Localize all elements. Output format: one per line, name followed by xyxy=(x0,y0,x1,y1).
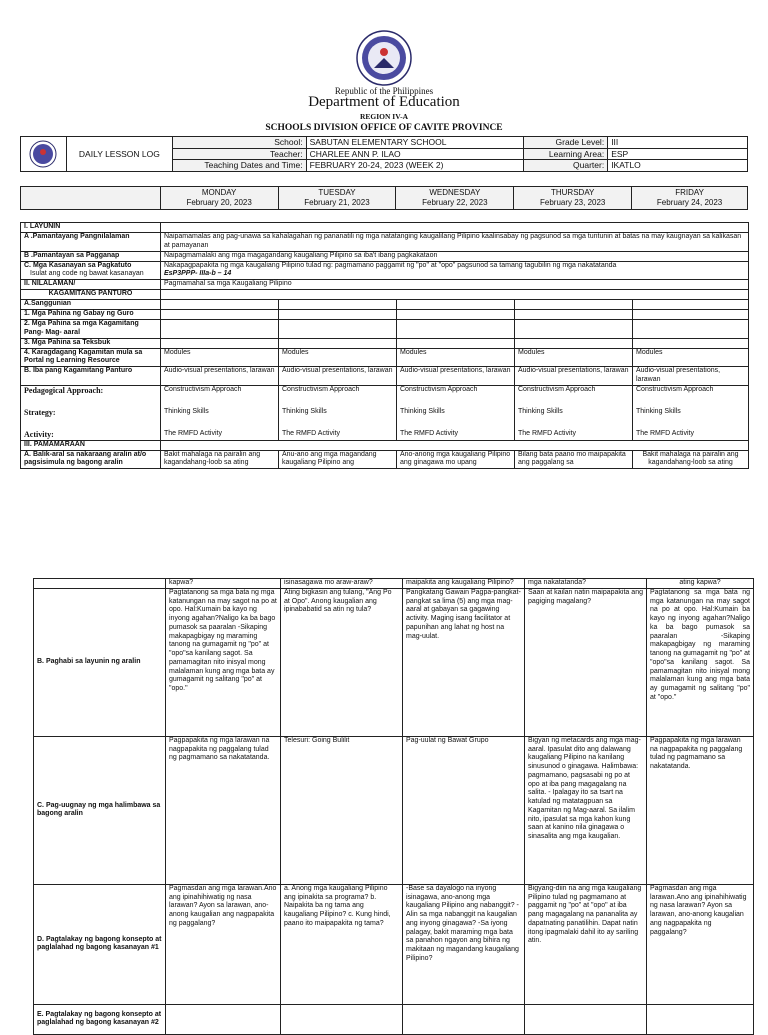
area-value: ESP xyxy=(608,148,748,160)
table-row xyxy=(21,440,749,450)
cell-value: Audio-visual presentations, larawan xyxy=(515,367,633,386)
table-row xyxy=(21,280,749,290)
cell-value: Pagpapakita ng mga larawan na nagpapakita ng paggalang tulad ng pagmamano sa nakatatanda. xyxy=(166,736,281,884)
cell-value: maipakita ang kaugaliang Pilipino? xyxy=(403,579,525,589)
empty-cell xyxy=(403,1004,525,1034)
lesson-table-page1 xyxy=(20,222,749,469)
strategy-value: Thinking Skills xyxy=(518,407,563,415)
republic-line: Republic of the Philippines xyxy=(334,86,434,96)
row-label: 2. Mga Pahina sa mga Kagamitang Pang- Mag- aaral xyxy=(21,320,161,339)
mini-seal xyxy=(21,137,67,172)
table-row xyxy=(34,579,754,589)
table-row xyxy=(21,261,749,280)
row-label: B .Pamantayan sa Pagganap xyxy=(21,251,161,261)
region-line: REGION IV-A xyxy=(360,112,408,121)
cell-value: Audio-visual presentations, larawan xyxy=(161,367,279,386)
empty-cell xyxy=(525,1004,647,1034)
empty-cell xyxy=(515,338,633,348)
row-label: A .Pamantayang Pangnilalaman xyxy=(21,233,161,252)
row-label: D. Pagtalakay ng bagong konsepto at paglalahad ng bagong kasanayan #1 xyxy=(34,884,166,1004)
approach-value: Constructivism Approach xyxy=(518,385,596,393)
daily-lesson-log-title: DAILY LESSON LOG xyxy=(66,137,172,172)
day-name: FRIDAY xyxy=(675,188,704,197)
activity-value: The RMFD Activity xyxy=(164,429,222,437)
activity-label: Activity: xyxy=(24,429,54,439)
quarter-label: Quarter: xyxy=(524,160,608,172)
cell-value: Modules xyxy=(633,348,749,367)
empty-cell xyxy=(161,320,279,339)
cell-value: Audio-visual presentations, larawan xyxy=(397,367,515,386)
empty-cell xyxy=(161,223,749,233)
day-name: WEDNESDAY xyxy=(429,188,481,197)
info-table xyxy=(20,136,748,172)
kasanayan-text: Nakapagpapakita ng mga kaugaliang Pilipino tulad ng: pagmamano paggamit ng "po" at "opo" pagsunod sa tamang tagubilin ng mga nakatatanda xyxy=(164,261,617,269)
empty-cell xyxy=(633,300,749,310)
deped-seal-icon xyxy=(356,30,412,86)
day-name: MONDAY xyxy=(201,188,237,197)
empty-cell xyxy=(279,310,397,320)
cell-value: -Base sa dayalogo na inyong isinagawa, ano-anong mga kaugaliang Pilipino ang nabanggit? -Alin sa mga nabanggit na kaugalian ang inyong ginagawa? -Sa iyong palagay, bakit maraming mga bata sa panahon ngayon ang bihira ng makitaan ng magandang kaugaliang Pilipino? xyxy=(403,884,525,1004)
empty-cell xyxy=(279,320,397,339)
approach-cell xyxy=(279,385,397,440)
day-date: February 23, 2023 xyxy=(540,198,606,207)
pamantayan-pagganap-text: Naipagmamalaki ang mga magagandang kaugaliang Pilipino sa iba't ibang pagkakataon xyxy=(161,251,749,261)
competency-code: EsP3PPP- IIIa-b – 14 xyxy=(164,270,232,278)
cell-value: Modules xyxy=(397,348,515,367)
row-label: A. Balik-aral sa nakaraang aralin at/o pagsisimula ng bagong aralin xyxy=(21,450,161,469)
row-label: E. Pagtalakay ng bagong konsepto at paglalahad ng bagong kasanayan #2 xyxy=(34,1004,166,1034)
cell-value: Pagtatanong sa mga bata ng mga katanungan na may sagot na po at opo. Hal:Kumain ba kayo ng inyong agahan?Naligo ka ba bago pumasok sa paaralan -Sikaping makapagbigay ng maraming tanong na gumagamit ng "po" at "opo"sa kanilang sagot. Sa pamamagitan nito inisyal mong malalaman kung ang mga bata ay gumagamit ng salitang "po" at "opo." xyxy=(166,588,281,736)
page-two xyxy=(0,548,768,1027)
empty-cell xyxy=(515,320,633,339)
table-row xyxy=(21,310,749,320)
day-name: TUESDAY xyxy=(318,188,356,197)
table-row xyxy=(21,251,749,261)
cell-value: Anu-ano ang mga magandang kaugaliang Pilipino ang xyxy=(279,450,397,469)
department-title: Department of Education xyxy=(308,94,460,110)
empty-cell xyxy=(633,310,749,320)
empty-cell xyxy=(397,320,515,339)
dates-value: FEBRUARY 20-24, 2023 (WEEK 2) xyxy=(306,160,524,172)
day-date: February 22, 2023 xyxy=(422,198,488,207)
day-friday xyxy=(632,187,748,210)
row-label-kasanayan xyxy=(21,261,161,280)
row-label: KAGAMITANG PANTURO xyxy=(21,290,161,300)
day-name: THURSDAY xyxy=(550,188,595,197)
empty-cell xyxy=(397,338,515,348)
approach-value: Constructivism Approach xyxy=(164,385,242,393)
cell-value: Telesuri: Going Bulilit xyxy=(281,736,403,884)
empty-cell xyxy=(281,1004,403,1034)
cell-value: Audio-visual presentations, larawan xyxy=(633,367,749,386)
empty-cell xyxy=(515,310,633,320)
approach-cell xyxy=(161,385,279,440)
table-row xyxy=(21,233,749,252)
cell-value: Pagpapakita ng mga larawan na nagpapakita ng paggalang tulad ng pagmamano sa nakatatanda. xyxy=(647,736,754,884)
cell-value: Pagtatanong sa mga bata ng mga katanungan na may sagot na po at opo. Hal:Kumain ba kayo ng inyong agahan?Naligo ka ba bago pumasok sa paaralan -Sikaping makapagbigay ng maraming tanong na gumagamit ng "po" at "opo"sa kanilang sagot. Sa pamamagitan nito inisyal mong malalaman kung ang mga bata ay gumagamit ng salitang "po" at "opo." xyxy=(647,588,754,736)
table-row xyxy=(21,385,749,440)
row-label: B. Paghabi sa layunin ng aralin xyxy=(34,588,166,736)
cell-value: Modules xyxy=(161,348,279,367)
school-value: SABUTAN ELEMENTARY SCHOOL xyxy=(306,137,524,149)
cell-value: Modules xyxy=(279,348,397,367)
cell-value: Modules xyxy=(515,348,633,367)
cell-value: Pagmasdan ang mga larawan.Ano ang ipinahihiwatig ng nasa larawan? Ayon sa larawan, ano-anong kaugalian ang nagpapakita ng paggalang? xyxy=(166,884,281,1004)
strategy-value: Thinking Skills xyxy=(164,407,209,415)
cell-value: Ano-anong mga kaugaliang Pilipino ang ginagawa mo upang xyxy=(397,450,515,469)
day-date: February 20, 2023 xyxy=(186,198,252,207)
empty-cell xyxy=(633,320,749,339)
empty-cell xyxy=(633,338,749,348)
activity-value: The RMFD Activity xyxy=(282,429,340,437)
table-row xyxy=(21,223,749,233)
cell-value: isinasagawa mo araw-araw? xyxy=(281,579,403,589)
section-layunin: I. LAYUNIN xyxy=(21,223,161,233)
table-row xyxy=(21,320,749,339)
approach-cell xyxy=(633,385,749,440)
cell-value: ating kapwa? xyxy=(647,579,754,589)
row-label: 4. Karagdagang Kagamitan mula sa Portal ng Learning Resource xyxy=(21,348,161,367)
table-row xyxy=(21,367,749,386)
table-row xyxy=(34,736,754,884)
empty-cell xyxy=(34,579,166,589)
approach-value: Constructivism Approach xyxy=(400,385,478,393)
cell-value: kapwa? xyxy=(166,579,281,589)
days-corner xyxy=(21,187,161,210)
empty-cell xyxy=(397,310,515,320)
empty-cell xyxy=(161,440,749,450)
table-row xyxy=(21,290,749,300)
teacher-label: Teacher: xyxy=(172,148,306,160)
strategy-value: Thinking Skills xyxy=(282,407,327,415)
empty-cell xyxy=(161,300,279,310)
row-label: C. Pag-uugnay ng mga halimbawa sa bagong aralin xyxy=(34,736,166,884)
row-label: C. Mga Kasanayan sa Pagkatuto xyxy=(24,261,132,269)
day-date: February 21, 2023 xyxy=(304,198,370,207)
empty-cell xyxy=(161,290,749,300)
approach-labels xyxy=(21,385,161,440)
cell-value: Saan at kailan natin maipapakita ang pagiging magalang? xyxy=(525,588,647,736)
cell-value: Ating bigkasin ang tulang, "Ang Po at Opo". Anong kaugalian ang ipinababatid sa atin ng tula? xyxy=(281,588,403,736)
activity-value: The RMFD Activity xyxy=(518,429,576,437)
day-date: February 24, 2023 xyxy=(656,198,723,207)
row-label: III. PAMAMARAAN xyxy=(21,440,161,450)
cell-value: Audio-visual presentations, larawan xyxy=(279,367,397,386)
empty-cell xyxy=(647,1004,754,1034)
table-row xyxy=(34,884,754,1004)
strategy-value: Thinking Skills xyxy=(400,407,445,415)
cell-value: Pangkatang Gawain Pagpa-pangkat-pangkat sa lima (5) ang mga mag-aaral at gabayan sa gagawing activity. Maging isang facilitator at papunihan ang lahat ng host na mag-uulat. xyxy=(403,588,525,736)
cell-value: mga nakatatanda? xyxy=(525,579,647,589)
table-row xyxy=(21,450,749,469)
table-row xyxy=(34,588,754,736)
table-row xyxy=(21,338,749,348)
teacher-value: CHARLEE ANN P. ILAO xyxy=(306,148,524,160)
row-label: B. Iba pang Kagamitang Panturo xyxy=(21,367,161,386)
quarter-value: IKATLO xyxy=(608,160,748,172)
cell-value: a. Anong mga kaugaliang Pilipino ang ipinakita sa programa? b. Naipakita ba ng tama ang kaugaliang Pilipino? c. Kung hindi, paano ito maipapakita ng tama? xyxy=(281,884,403,1004)
empty-cell xyxy=(161,338,279,348)
cell-value: Pagmasdan ang mga larawan.Ano ang ipinahihiwatig ng nasa larawan? Ayon sa larawan, ano-anong kaugalian ang nagpapakita ng paggalang? xyxy=(647,884,754,1004)
kasanayan-cell xyxy=(161,261,749,280)
day-monday xyxy=(160,187,278,210)
deped-mini-seal-icon xyxy=(29,140,57,168)
row-sublabel: Isulat ang code ng bawat kasanayan xyxy=(30,270,144,278)
empty-cell xyxy=(279,338,397,348)
approach-value: Constructivism Approach xyxy=(282,385,360,393)
dates-label: Teaching Dates and Time: xyxy=(172,160,306,172)
empty-cell xyxy=(279,300,397,310)
strategy-label: Strategy: xyxy=(24,407,56,417)
row-label: A.Sanggunian xyxy=(21,300,161,310)
cell-value: Bilang bata paano mo maipapakita ang paggalang sa xyxy=(515,450,633,469)
division-line: SCHOOLS DIVISION OFFICE OF CAVITE PROVINCE xyxy=(265,123,503,133)
row-label: 1. Mga Pahina ng Gabay ng Guro xyxy=(21,310,161,320)
day-tuesday xyxy=(278,187,396,210)
grade-value: III xyxy=(608,137,748,149)
row-label: II. NILALAMAN/ xyxy=(21,280,161,290)
pamantayang-pangnilalaman-text: Naipamamalas ang pag-unawa sa kahalagahan ng pananatili ng mga natatanging kaugalilang Pilipino kaalinsabay ng pagsunod sa mga tuntunin at batas na may kaugnayan sa kalikasan at pamayanan xyxy=(161,233,749,252)
approach-value: Constructivism Approach xyxy=(636,385,714,393)
empty-cell xyxy=(515,300,633,310)
page-gap xyxy=(0,540,768,548)
school-label: School: xyxy=(172,137,306,149)
grade-label: Grade Level: xyxy=(524,137,608,149)
approach-cell xyxy=(515,385,633,440)
cell-value: Pag-uulat ng Bawat Grupo xyxy=(403,736,525,884)
table-row xyxy=(21,300,749,310)
row-label: 3. Mga Pahina sa Teksbuk xyxy=(21,338,161,348)
nilalaman-text: Pagmamahal sa mga Kaugaliang Pilipino xyxy=(161,280,749,290)
cell-value: Bakit mahalaga na pairalin ang kagandahang-loob sa ating xyxy=(633,450,749,469)
table-row xyxy=(34,1004,754,1034)
cell-value: Bigyan ng metacards ang mga mag-aaral. Ipasulat dito ang dalawang kaugaliang Pilipino na kanilang sinusunod o ginagawa. Halimbawa: pagmamano, pagsasabi ng po at opo at iba pang magagalang na salita. - Ipalagay ito sa tsart na katulad ng matatagpuan sa Kagamitan ng Mag-aaral. Sa ilalim nito, ipasulat sa mga kahon kung saan at kanino nila ginagawa o sinasalita ang mga kaugalian. xyxy=(525,736,647,884)
activity-value: The RMFD Activity xyxy=(636,429,694,437)
approach-cell xyxy=(397,385,515,440)
area-label: Learning Area: xyxy=(524,148,608,160)
empty-cell xyxy=(166,1004,281,1034)
lesson-table-page2 xyxy=(33,578,754,1035)
cell-value: Bigyang-diin na ang mga kaugaliang Pilipino tulad ng pagmamano at paggamit ng "po" at "opo" at iba pang magagalang na pananalita ay dapatnating panatilihin. Dapat natin itong ipagmalaki dahil ito ay sariling atin. xyxy=(525,884,647,1004)
table-row xyxy=(21,348,749,367)
days-header xyxy=(20,186,748,210)
empty-cell xyxy=(397,300,515,310)
day-thursday xyxy=(514,187,632,210)
cell-value: Bakit mahalaga na pairalin ang kagandahang-loob sa ating xyxy=(161,450,279,469)
activity-value: The RMFD Activity xyxy=(400,429,458,437)
strategy-value: Thinking Skills xyxy=(636,407,681,415)
pedagogical-approach-label: Pedagogical Approach: xyxy=(24,385,104,395)
empty-cell xyxy=(161,310,279,320)
day-wednesday xyxy=(396,187,514,210)
